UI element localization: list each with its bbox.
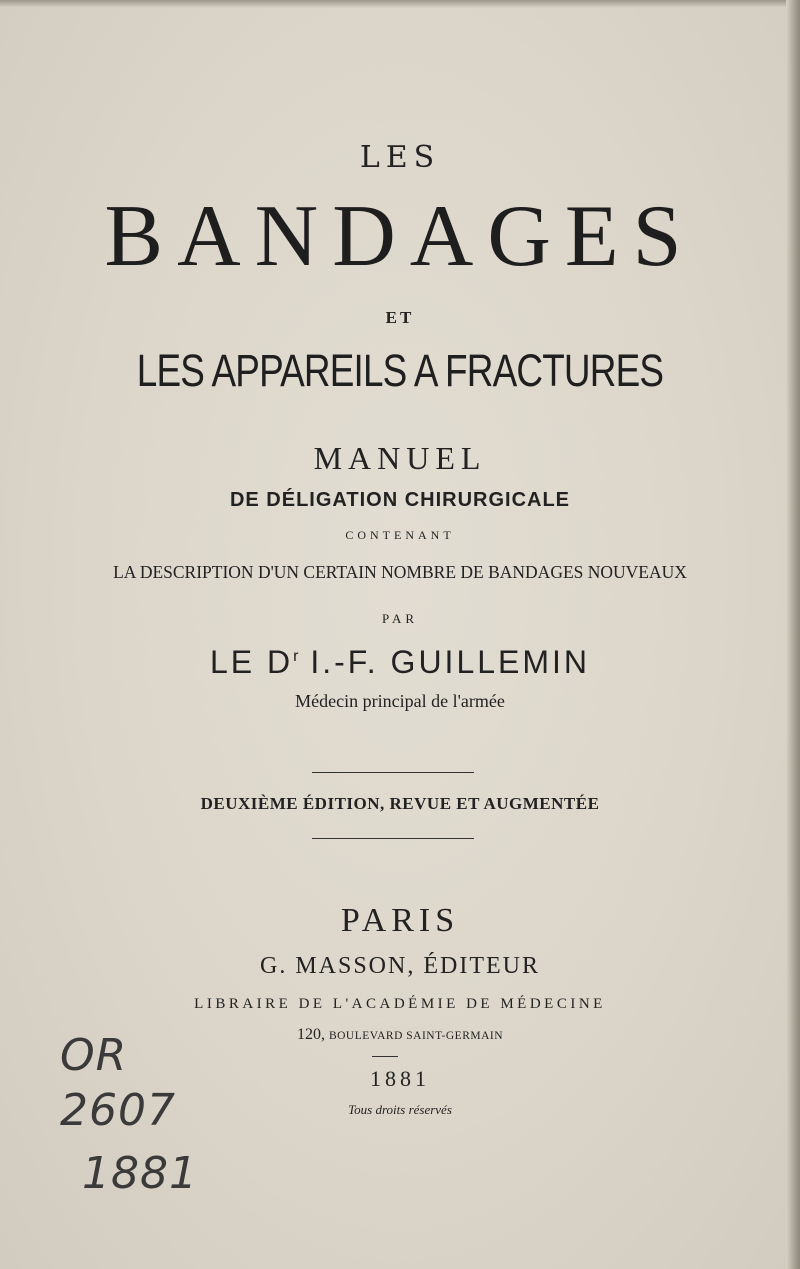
divider-bottom: [312, 838, 474, 839]
author-name: [0, 644, 800, 681]
page-top-edge: [0, 0, 800, 8]
address-street: BOULEVARD SAINT-GERMAIN: [328, 1030, 504, 1042]
by-line: PAR: [381, 611, 419, 626]
publisher-role: LIBRAIRE DE L'ACADÉMIE DE MÉDECINE: [194, 996, 606, 1012]
author-prefix: LE D: [209, 644, 294, 680]
title-second-part: LES APPAREILS A FRACTURES: [136, 345, 664, 396]
divider-small: [372, 1056, 398, 1057]
shelfmark-line-2: 2607: [60, 1085, 176, 1136]
shelfmark-line-3: 1881: [82, 1148, 198, 1199]
author-role: Médecin principal de l'armée: [295, 691, 505, 711]
address-number: 120,: [296, 1026, 325, 1043]
divider-top: [312, 772, 474, 773]
edition-statement: DEUXIÈME ÉDITION, REVUE ET AUGMENTÉE: [200, 794, 600, 813]
subtitle-contenant: CONTENANT: [345, 528, 455, 542]
subtitle-manuel: MANUEL: [313, 440, 487, 476]
publication-city: PARIS: [340, 902, 460, 939]
subtitle-description: LA DESCRIPTION D'UN CERTAIN NOMBRE DE BANDAGES NOUVEAUX: [113, 562, 687, 582]
publication-year: 1881: [370, 1066, 430, 1091]
subtitle-deligation: DE DÉLIGATION CHIRURGICALE: [229, 489, 571, 511]
title-conjunction: ET: [385, 308, 415, 327]
title-article: LES: [359, 140, 441, 175]
rights-notice: Tous droits réservés: [348, 1102, 452, 1117]
author-prefix-sup: r: [293, 648, 299, 665]
author-fullname: I.-F. GUILLEMIN: [310, 644, 591, 680]
shelfmark-line-1: OR: [60, 1030, 128, 1081]
publisher-name: G. MASSON, ÉDITEUR: [259, 953, 540, 979]
main-title: BANDAGES: [104, 188, 696, 285]
